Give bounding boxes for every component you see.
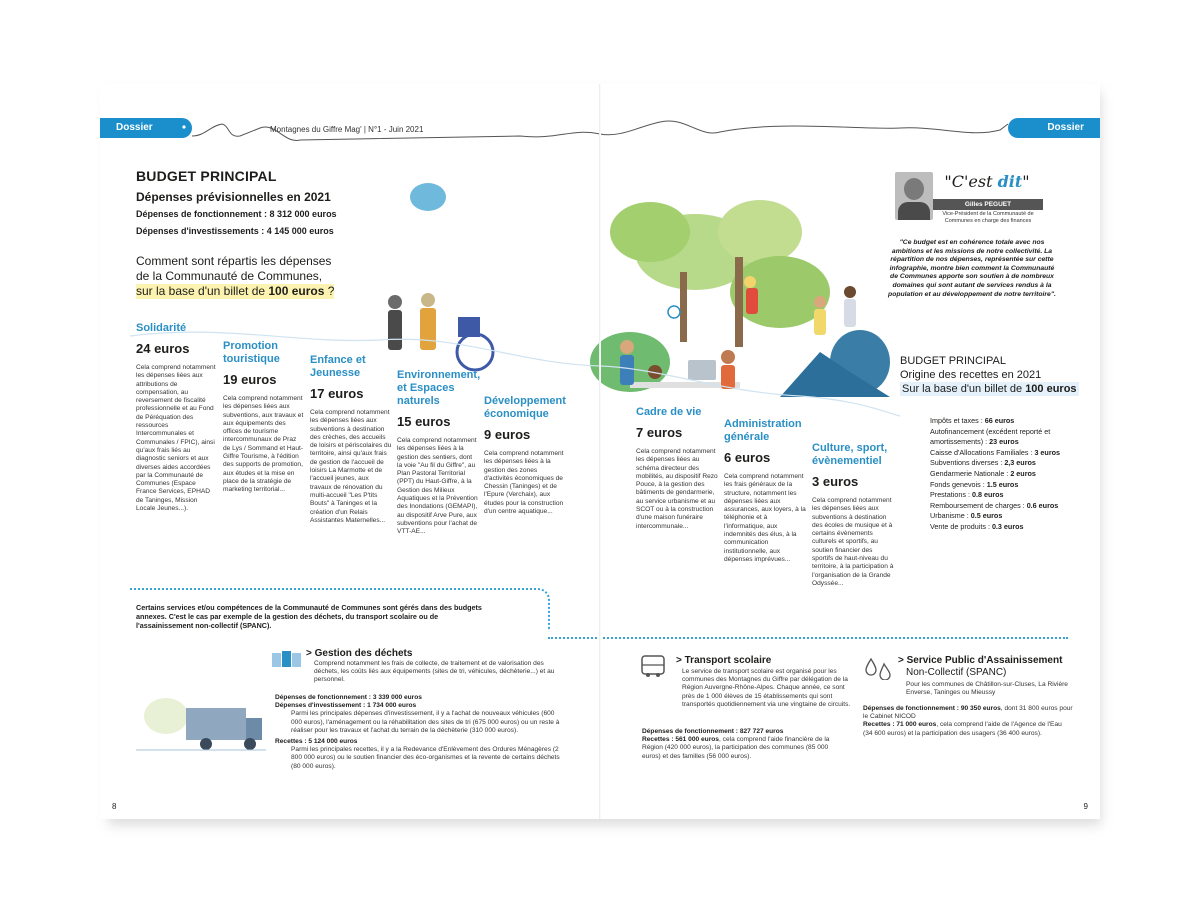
- quote-author: Gilles PEGUET: [933, 199, 1043, 210]
- magazine-issue: Montagnes du Giffre Mag' | N°1 - Juin 2021: [270, 125, 424, 134]
- category-description: Cela comprend notamment les dépenses liées au schéma directeur des mobilités, au dispositif Rezo Pouce, à la gestion des bâtiments de gendarmerie, au service urbanisme et au SCOT ou à la construction d'une maison funéraire intercommunale...: [636, 448, 718, 530]
- water-drops-icon: [864, 656, 894, 680]
- category-amount: 9 euros: [484, 427, 531, 442]
- recette-item: Urbanisme : 0.5 euros: [930, 511, 1003, 521]
- subtitle: Dépenses prévisionnelles en 2021: [136, 190, 331, 204]
- category-description: Cela comprend notamment les frais généraux de la structure, notamment les dépenses liées aux assurances, aux loyers, à la téléphonie et à l'informatique, aux indemnités des élus, à la communication institutionnelle, aux dépenses imprévues...: [724, 473, 806, 563]
- spread-gutter: [599, 84, 601, 819]
- category-amount: 15 euros: [397, 414, 451, 429]
- portrait-photo: [895, 172, 933, 220]
- quote-heading: "C'est dit": [944, 172, 1030, 191]
- category-title: Cadre de vie: [636, 406, 702, 418]
- category-promotion: [223, 340, 305, 495]
- category-title: Culture, sport, évènementiel: [812, 442, 888, 467]
- recette-item: Fonds genevois : 1.5 euros: [930, 479, 1019, 489]
- category-enfance: [310, 354, 392, 525]
- recette-item: Prestations : 0.8 euros: [930, 490, 1004, 500]
- spanc-title: > Service Public d'Assainissement Non-Collectif (SPANC): [898, 655, 1063, 678]
- annexes-divider-right: [548, 637, 1068, 639]
- category-amount: 3 euros: [812, 474, 859, 489]
- category-title: Environnement, et Espaces naturels: [397, 369, 481, 407]
- category-environnement: [397, 369, 479, 537]
- question: Comment sont répartis les dépenses de la Communauté de Communes, sur la base d'un billet de 100 euros ?: [136, 254, 335, 298]
- recette-item: Caisse d'Allocations Familiales : 3 euros: [930, 447, 1061, 457]
- category-title: Administration générale: [724, 418, 802, 443]
- transport-details: Dépenses de fonctionnement : 827 727 euros Recettes : 561 000 euros, cela comprend l'aide financière de la Région (420 000 euros), la participation des communes (85 000 euros) et des familles (56 000 euros).: [642, 728, 830, 760]
- section-tab-right: Dossier: [1008, 118, 1100, 138]
- recette-item: Subventions diverses : 2,3 euros: [930, 458, 1036, 468]
- category-amount: 19 euros: [223, 372, 277, 387]
- page-title: BUDGET PRINCIPAL: [136, 168, 277, 184]
- transport-intro: Le service de transport scolaire est organisé pour les communes des Montagnes du Giffre par délégation de la Région Auvergne-Rhône-Alpes. Chaque année, ce sont près de 1 000 élèves de 15 établissements qui sont transportés quotidiennement via une vingtaine de circuits.: [682, 668, 851, 708]
- category-solidarite: [136, 322, 218, 513]
- category-title: Solidarité: [136, 322, 187, 334]
- page-number-right: 9: [1083, 802, 1088, 811]
- recette-item: Vente de produits : 0.3 euros: [930, 521, 1024, 531]
- dechets-intro: Comprend notamment les frais de collecte, de traitement et de valorisation des déchets, les coûts liés aux équipements (sites de tri, véhicules, déchèterie...) et au personnel.: [314, 660, 555, 684]
- quote-text: "Ce budget est en cohérence totale avec nos ambitions et les missions de notre collectivité. La répartition de nos dépenses, représentée sur cette infographie, montre bien comment la Communauté de Communes apporte son soutien à de nombreux domaines qui sont autant de services rendus à la population et au développement de notre territoire".: [888, 239, 1056, 298]
- category-amount: 7 euros: [636, 425, 683, 440]
- truck-illustration: [136, 686, 266, 756]
- category-administration: [724, 418, 806, 564]
- transport-title: > Transport scolaire: [676, 655, 772, 666]
- category-economie: [484, 395, 566, 516]
- recettes-list: [930, 416, 1070, 533]
- bus-icon: [640, 654, 666, 678]
- category-description: Cela comprend notamment les dépenses liées aux subventions, aux travaux et aux équipements des offices de tourisme intercommunaux de Praz de Lys / Sommand et Haut-Giffre Tourisme, à l'édition des supports de promotion, aux études et la mise en place de la stratégie de marketing territorial...: [223, 395, 304, 494]
- category-title: Promotion touristique: [223, 340, 280, 365]
- dechets-title: > Gestion des déchets: [306, 648, 413, 659]
- recette-item: Gendarmerie Nationale : 2 euros: [930, 468, 1036, 478]
- category-description: Cela comprend notamment les dépenses liées à la gestion des sentiers, dont la voie "Au fil du Giffre", au Plan Pastoral Territorial (PPT) du Haut-Giffre, à la Gestion des Milieux Aquatiques et la Prévention des Inondations (GEMAPI), au dispositif Arve Pure, aux subventions pour l'achat de VTT-AE...: [397, 437, 478, 536]
- annexes-intro: Certains services et/ou compétences de la Communauté de Communes sont gérés dans des budgets annexes. C'est le cas par exemple de la gestion des déchets, du transport scolaire ou de l'assainissement non-collectif (SPANC).: [136, 603, 482, 630]
- spanc-details: Dépenses de fonctionnement : 90 350 euros, dont 31 800 euros pour le Cabinet NICOD Recettes : 71 000 euros, cela comprend l'aide de l'Agence de l'Eau (34 600 euros) et la participation des usagers (36 400 euros).: [863, 705, 1073, 737]
- magazine-spread: [100, 84, 1100, 819]
- dechets-details: Dépenses de fonctionnement : 3 339 000 euros Dépenses d'investissement : 1 734 000 euros Parmi les principales dépenses d'investissement, il y a l'achat de nouveaux véhicules (600 000 euros), l'aménagement ou la réhabilitation des sites de tri (675 000 euros) ou un reste à réaliser pour les travaux et l'achat du terrain de la déchèterie (310 000 euros). Recettes : 5 124 000 euros Parmi les principales recettes, il y a la Redevance d'Enlèvement des Ordures Ménagères (2 800 000 euros) ou le soutien financier des éco-organismes et la revente de certains déchets (80 000 euros).: [275, 694, 560, 770]
- recette-item: Remboursement de charges : 0.6 euros: [930, 500, 1059, 510]
- recettes-heading: BUDGET PRINCIPAL Origine des recettes en 2021 Sur la base d'un billet de 100 euros: [900, 355, 1077, 395]
- bin-icon: [270, 647, 304, 669]
- category-title: Développement économique: [484, 395, 566, 420]
- page-number-left: 8: [112, 802, 117, 811]
- category-amount: 6 euros: [724, 450, 771, 465]
- category-description: Cela comprend notamment les dépenses liées aux attributions de compensation, au reversement de fiscalité professionnelle et au Fond de Péréquation des ressources Intercommunales et Communales / FPIC), ainsi qu'aux frais liés au diagnostic seniors et aux diverses aides accordées par la Communauté de Communes (Espace France Services, EPHAD de Taninges, Mission Locale Jeunes...).: [136, 364, 216, 513]
- recette-item: Impôts et taxes : 66 euros: [930, 416, 1015, 425]
- category-description: Cela comprend notamment les dépenses liées à la gestion des zones d'activités économiques de Chessin (Taninges) et de l'Epure (Verchaix), aux études pour la construction d'un centre aquatique...: [484, 450, 564, 516]
- category-cadre-de-vie: [636, 406, 718, 531]
- recette-item: Autofinancement (excédent reporté et amortissements) : 23 euros: [930, 426, 1051, 447]
- category-title: Enfance et Jeunesse: [310, 354, 366, 379]
- category-culture: [812, 442, 894, 588]
- category-amount: 24 euros: [136, 341, 190, 356]
- category-description: Cela comprend notamment les dépenses liées aux subventions à destination des écoles de musique et à certains évènements culturels et sportifs, au soutien financier des sportifs de haut-niveau du territoire, à la participation à l'organisation de la Grande Odyssée...: [812, 497, 894, 587]
- invest-amount: Dépenses d'investissements : 4 145 000 euros: [136, 226, 334, 236]
- fonct-amount: Dépenses de fonctionnement : 8 312 000 euros: [136, 209, 337, 219]
- category-description: Cela comprend notamment les dépenses liées aux subventions à destination des crèches, des accueils de loisirs et périscolaires du territoire, ainsi qu'aux frais de gestion de l'accueil de loisirs La Marmotte et de l'accueil jeunes, aux travaux de rénovation du multi-accueil "Les P'tits Bouts" à Taninges et la création d'un Relais Assistantes Maternelles...: [310, 409, 392, 524]
- spanc-intro: Pour les communes de Châtillon-sur-Cluses, La Rivière Enverse, Taninges ou Mieussy: [906, 681, 1068, 697]
- category-amount: 17 euros: [310, 386, 364, 401]
- section-tab-left: Dossier: [100, 118, 192, 138]
- author-role: Vice-Président de la Communauté de Communes en charge des finances: [942, 211, 1034, 224]
